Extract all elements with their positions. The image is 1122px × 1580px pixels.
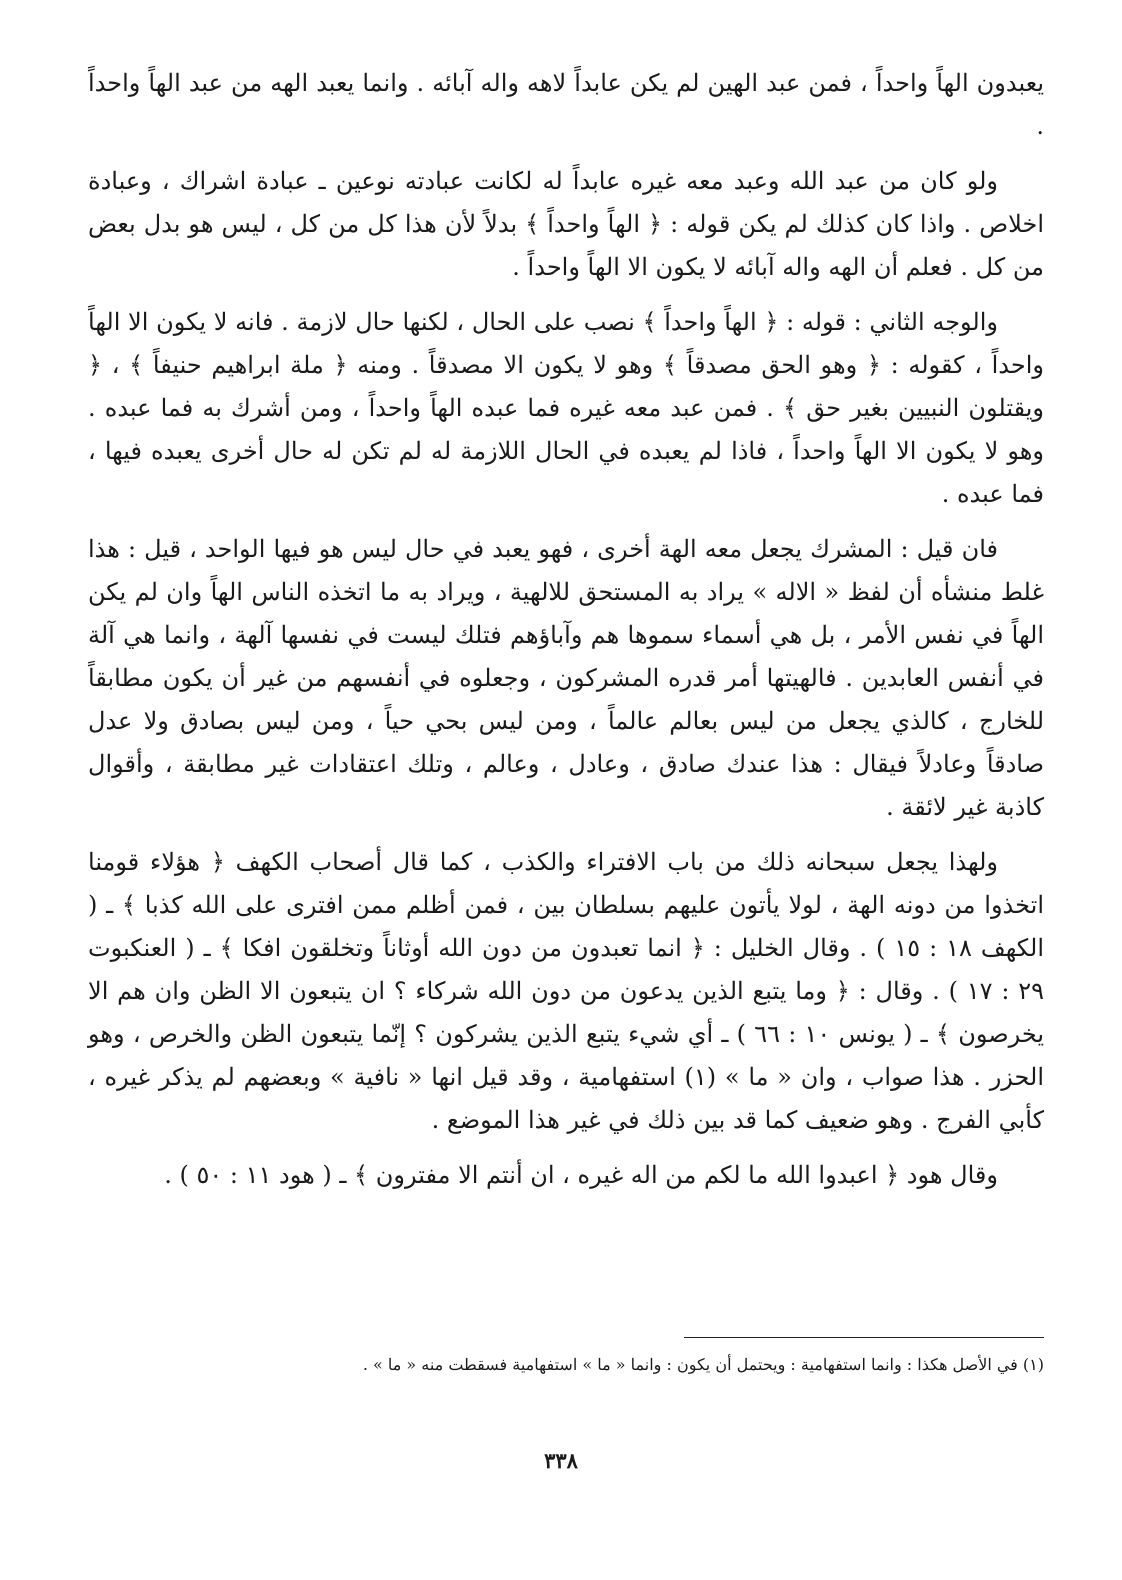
paragraph-5: ولهذا يجعل سبحانه ذلك من باب الافتراء والكذب ، كما قال أصحاب الكهف ﴿ هؤلاء قومنا اتخذوا من دونه الهة ، لولا يأتون عليهم بسلطان بين ، فمن أظلم ممن افترى على الله كذبا ﴾ ـ ( الكهف ١٨ : ١٥ ) . وقال الخليل : ﴿ انما تعبدون من دون الله أوثاناً وتخلقون افكا ﴾ ـ ( العنكبوت ٢٩ : ١٧ ) . وقال : ﴿ وما يتبع الذين يدعون من دون الله شركاء ؟ ان يتبعون الا الظن وان هم الا يخرصون ﴾ ـ ( يونس ١٠ : ٦٦ ) ـ أي شيء يتبع الذين يشركون ؟ إنّما يتبعون الظن والخرص ، وهو الحزر . هذا صواب ، وان « ما » (١) استفهامية ، وقد قيل انها « نافية » وبعضهم لم يذكر غيره ، كأبي الفرج . وهو ضعيف كما قد بين ذلك في غير هذا الموضع . <box>88 848 1045 1134</box>
page-number: ٣٣٨ <box>544 1448 578 1473</box>
paragraph-6: وقال هود ﴿ اعبدوا الله ما لكم من اله غيره ، ان أنتم الا مفترون ﴾ ـ ( هود ١١ : ٥٠ ) . <box>164 1161 998 1189</box>
paragraph-4: فان قيل : المشرك يجعل معه الهة أخرى ، فهو يعبد في حال ليس هو فيها الواحد ، قيل : هذا غلط منشأه أن لفظ « الاله » يراد به المستحق للالهية ، ويراد به ما اتخذه الناس الهاً وان لم يكن الهاً في نفس الأمر ، بل هي أسماء سموها هم وآباؤهم فتلك ليست في نفسها آلهة ، وانما هي آلة في أنفس العابدين . فالهيتها أمر قدره المشركون ، وجعلوه في أنفسهم من غير أن يكون مطابقاً للخارج ، كالذي يجعل من ليس بعالم عالماً ، ومن ليس بحي حياً ، ومن ليس بصادق ولا عدل صادقاً وعادلاً فيقال : هذا عندك صادق ، وعادل ، وعالم ، وتلك اعتقادات غير مطابقة ، وأقوال كاذبة غير لائقة . <box>88 535 1044 821</box>
page-body <box>88 62 1044 1209</box>
paragraph-3: والوجه الثاني : قوله : ﴿ الهاً واحداً ﴾ نصب على الحال ، لكنها حال لازمة . فانه لا يكون الا الهاً واحداً ، كقوله : ﴿ وهو الحق مصدقاً ﴾ وهو لا يكون الا مصدقاً . ومنه ﴿ ملة ابراهيم حنيفاً ﴾ ، ﴿ ويقتلون النبيين بغير حق ﴾ . فمن عبد معه غيره فما عبده الهاً واحداً ، ومن أشرك به فما عبده . وهو لا يكون الا الهاً واحداً ، فاذا لم يعبده في الحال اللازمة له لم تكن له حال أخرى يعبده فيها ، فما عبده . <box>88 308 1044 508</box>
paragraph-1: يعبدون الهاً واحداً ، فمن عبد الهين لم يكن عابداً لاهه واله آبائه . وانما يعبد الهه من عبد الهاً واحداً . <box>88 69 1044 140</box>
footnote: (١) في الأصل هكذا : وانما استفهامية : ويحتمل أن يكون : وانما « ما » استفهامية فسقطت منه « ما » . <box>362 1355 1044 1374</box>
paragraph-2: ولو كان من عبد الله وعبد معه غيره عابداً له لكانت عبادته نوعين ـ عبادة اشراك ، وعبادة اخلاص . واذا كان كذلك لم يكن قوله : ﴿ الهاً واحداً ﴾ بدلاً لأن هذا كل من كل ، ليس هو بدل بعض من كل . فعلم أن الهه واله آبائه لا يكون الا الهاً واحداً . <box>88 167 1044 281</box>
footnote-divider <box>684 1337 1044 1338</box>
